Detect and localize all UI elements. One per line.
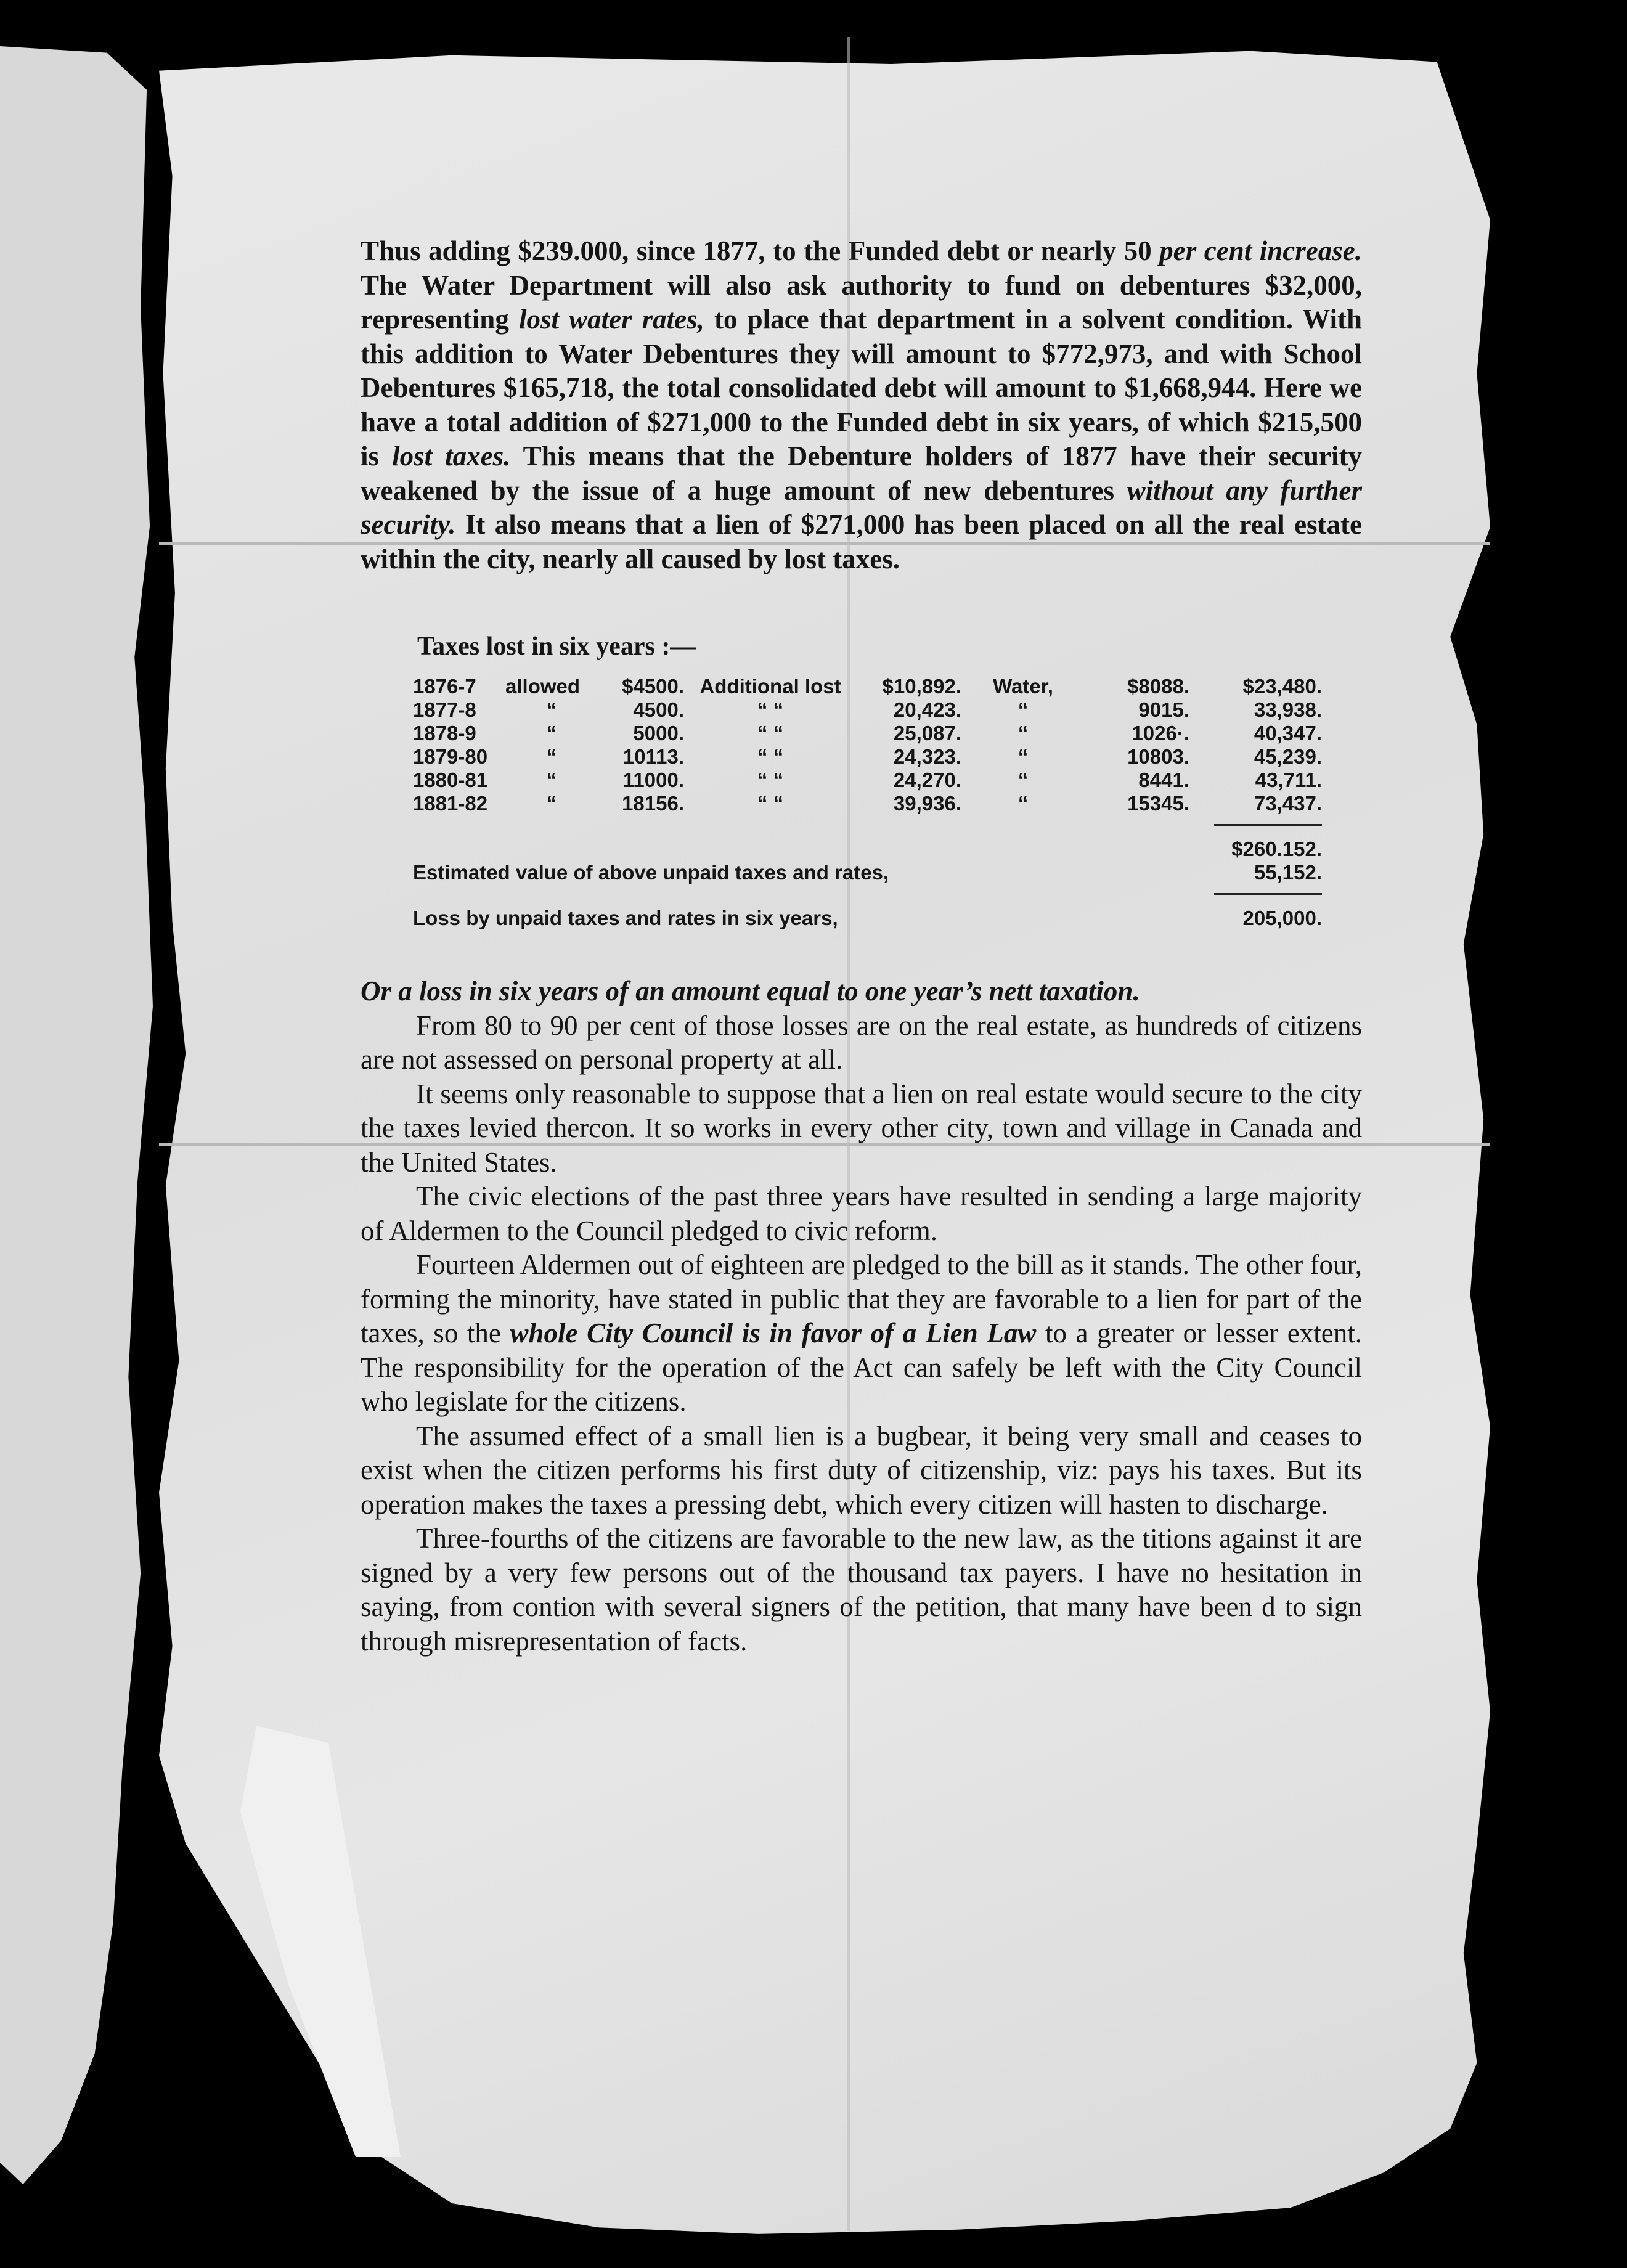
- text-span: to place that department in a solvent condition. With this addition to Water Debentures they will amount to $772,973, and with School Debentures $165,718, the total consolidated debt will amount to $1,668,944. Here we have a total addition of $271,000 to the Funded debt in six years, of which $215,500 is: [361, 304, 1362, 471]
- allowed-label-cell: “: [546, 769, 557, 791]
- lost-label-cell: “ “: [757, 722, 784, 744]
- emphasis-span: per cent increase.: [1159, 235, 1363, 266]
- water-amount-cell: 15345.: [1127, 792, 1189, 815]
- paragraph-real-estate: From 80 to 90 per cent of those losses are on the real estate, as hundreds of citizens are not assessed on personal property at all.: [361, 1010, 1362, 1075]
- allowed-amount-cell: $4500.: [622, 675, 684, 698]
- total-amount-cell: 33,938.: [1254, 698, 1322, 721]
- allowed-label-cell: allowed: [505, 675, 581, 698]
- paragraph-petitions: Three-fourths of the citizens are favorable to the new law, as the titions against it are signed by a very few persons out of the thousand tax payers. I have no hesitation in saying, from contion with several signers of the petition, that many have been d to sign through misrepresentation of facts.: [361, 1523, 1362, 1657]
- paragraph-bugbear: The assumed effect of a small lien is a bugbear, it being very small and ceases to exist when the citizen performs his first duty of citizenship, viz: pays his taxes. But its operation makes the taxes a pressing debt, which every citizen will hasten to discharge.: [361, 1420, 1362, 1520]
- taxes-lost-table: [413, 675, 1322, 815]
- total-amount-cell: $23,480.: [1242, 675, 1322, 698]
- lost-label-cell: “ “: [757, 745, 784, 768]
- water-amount-cell: $8088.: [1127, 675, 1189, 698]
- summary-rule: [1214, 824, 1322, 826]
- total-amount-cell: 40,347.: [1254, 722, 1322, 744]
- water-amount-cell: 10803.: [1127, 745, 1189, 768]
- tax-row: [413, 745, 1322, 769]
- tax-year-cell: 1877-8: [413, 698, 476, 721]
- adjacent-page-fragment: [0, 46, 153, 2228]
- text-span: The Water Department will also ask authority to fund on debentures $32,000, representing: [361, 269, 1362, 335]
- loss-label: Loss by unpaid taxes and rates in six years,: [413, 907, 838, 929]
- tax-row: [413, 722, 1322, 745]
- water-label-cell: “: [1017, 745, 1029, 768]
- estimated-label: Estimated value of above unpaid taxes and rates,: [413, 861, 889, 884]
- lost-amount-cell: 39,936.: [893, 792, 961, 815]
- lost-label-cell: “ “: [757, 698, 784, 721]
- allowed-amount-cell: 4500.: [633, 698, 684, 721]
- loss-row: [413, 903, 1322, 930]
- allowed-amount-cell: 10113.: [622, 745, 684, 768]
- taxes-summary: [413, 824, 1322, 930]
- allowed-amount-cell: 11000.: [622, 769, 684, 791]
- tax-row: [413, 698, 1322, 722]
- paragraph-funded-debt: [361, 234, 1362, 576]
- lost-amount-cell: 25,087.: [893, 722, 961, 744]
- paragraph-civic-elections: The civic elections of the past three years have resulted in sending a large majority of Aldermen to the Council pledged to civic reform.: [361, 1181, 1362, 1246]
- water-label-cell: “: [1017, 698, 1029, 721]
- water-label-cell: “: [1017, 769, 1029, 791]
- summary-rule-2: [1214, 893, 1322, 895]
- water-label-cell: “: [1017, 792, 1029, 815]
- allowed-amount-cell: 18156.: [622, 792, 684, 815]
- lost-label-cell: Additional lost: [699, 675, 841, 698]
- total-amount-cell: 45,239.: [1254, 745, 1322, 768]
- lost-amount-cell: 20,423.: [893, 698, 961, 721]
- lost-amount-cell: 24,270.: [893, 769, 961, 791]
- sum-total-row: [413, 824, 1322, 861]
- lost-amount-cell: 24,323.: [893, 745, 961, 768]
- paragraph-loss-summary: Or a loss in six years of an amount equal to one year’s nett taxation.: [361, 976, 1140, 1006]
- emphasis-span: lost water rates,: [518, 304, 704, 335]
- text-span: to a greater or lesser extent. The responsibility for the operation of the Act can safely be left with the City Council who legislate for the citizens.: [361, 1318, 1363, 1417]
- emphasis-span: without any further security.: [361, 475, 1362, 540]
- document-body: [361, 234, 1362, 1658]
- taxes-heading: Taxes lost in six years :—: [417, 632, 696, 661]
- paragraph-lien-reasonable: It seems only reasonable to suppose that a lien on real estate would secure to the city the taxes levied thercon. It so works in every other city, town and village in Canada and the United States.: [361, 1078, 1362, 1178]
- tax-year-cell: 1879-80: [413, 745, 488, 768]
- allowed-label-cell: “: [546, 698, 557, 721]
- lost-label-cell: “ “: [757, 792, 784, 815]
- text-span: This means that the Debenture holders of 1877 have their security weakened by the issue of a huge amount of new debentures: [361, 441, 1363, 506]
- water-amount-cell: 8441.: [1138, 769, 1189, 791]
- water-amount-cell: 1026·.: [1132, 722, 1189, 744]
- total-amount-cell: 73,437.: [1254, 792, 1322, 815]
- tax-row: [413, 769, 1322, 792]
- water-label-cell: “: [1017, 722, 1029, 744]
- tax-year-cell: 1878-9: [413, 722, 476, 744]
- emphasis-span: lost taxes.: [392, 441, 511, 471]
- loss-value: 205,000.: [1242, 907, 1322, 929]
- sum-total-value: $260.152.: [1231, 838, 1322, 860]
- tax-row: [413, 792, 1322, 815]
- paragraph-aldermen: [361, 1248, 1362, 1419]
- estimated-row: [413, 861, 1322, 884]
- total-amount-cell: 43,711.: [1255, 769, 1322, 791]
- allowed-amount-cell: 5000.: [633, 722, 684, 744]
- text-span: Fourteen Aldermen out of eighteen are pledged to the bill as it stands. The other four, forming the minority, have stated in public that they are favorable to a lien for part of the taxes, so the: [361, 1249, 1362, 1348]
- tax-row: [413, 675, 1322, 698]
- water-label-cell: Water,: [993, 675, 1053, 698]
- allowed-label-cell: “: [546, 792, 557, 815]
- estimated-value: 55,152.: [1254, 861, 1322, 884]
- water-amount-cell: 9015.: [1138, 698, 1189, 721]
- text-span: It also means that a lien of $271,000 has been placed on all the real estate within the city, nearly all caused by lost taxes.: [361, 509, 1362, 574]
- allowed-label-cell: “: [546, 722, 557, 744]
- emphasis-span: whole City Council is in favor of a Lien Law: [510, 1318, 1037, 1348]
- tax-year-cell: 1876-7: [413, 675, 476, 698]
- allowed-label-cell: “: [546, 745, 557, 768]
- tax-year-cell: 1880-81: [413, 769, 488, 791]
- lost-label-cell: “ “: [757, 769, 784, 791]
- text-span: Thus adding $239.000, since 1877, to the Funded debt or nearly 50: [361, 235, 1160, 266]
- tax-year-cell: 1881-82: [413, 792, 488, 815]
- lost-amount-cell: $10,892.: [882, 675, 961, 698]
